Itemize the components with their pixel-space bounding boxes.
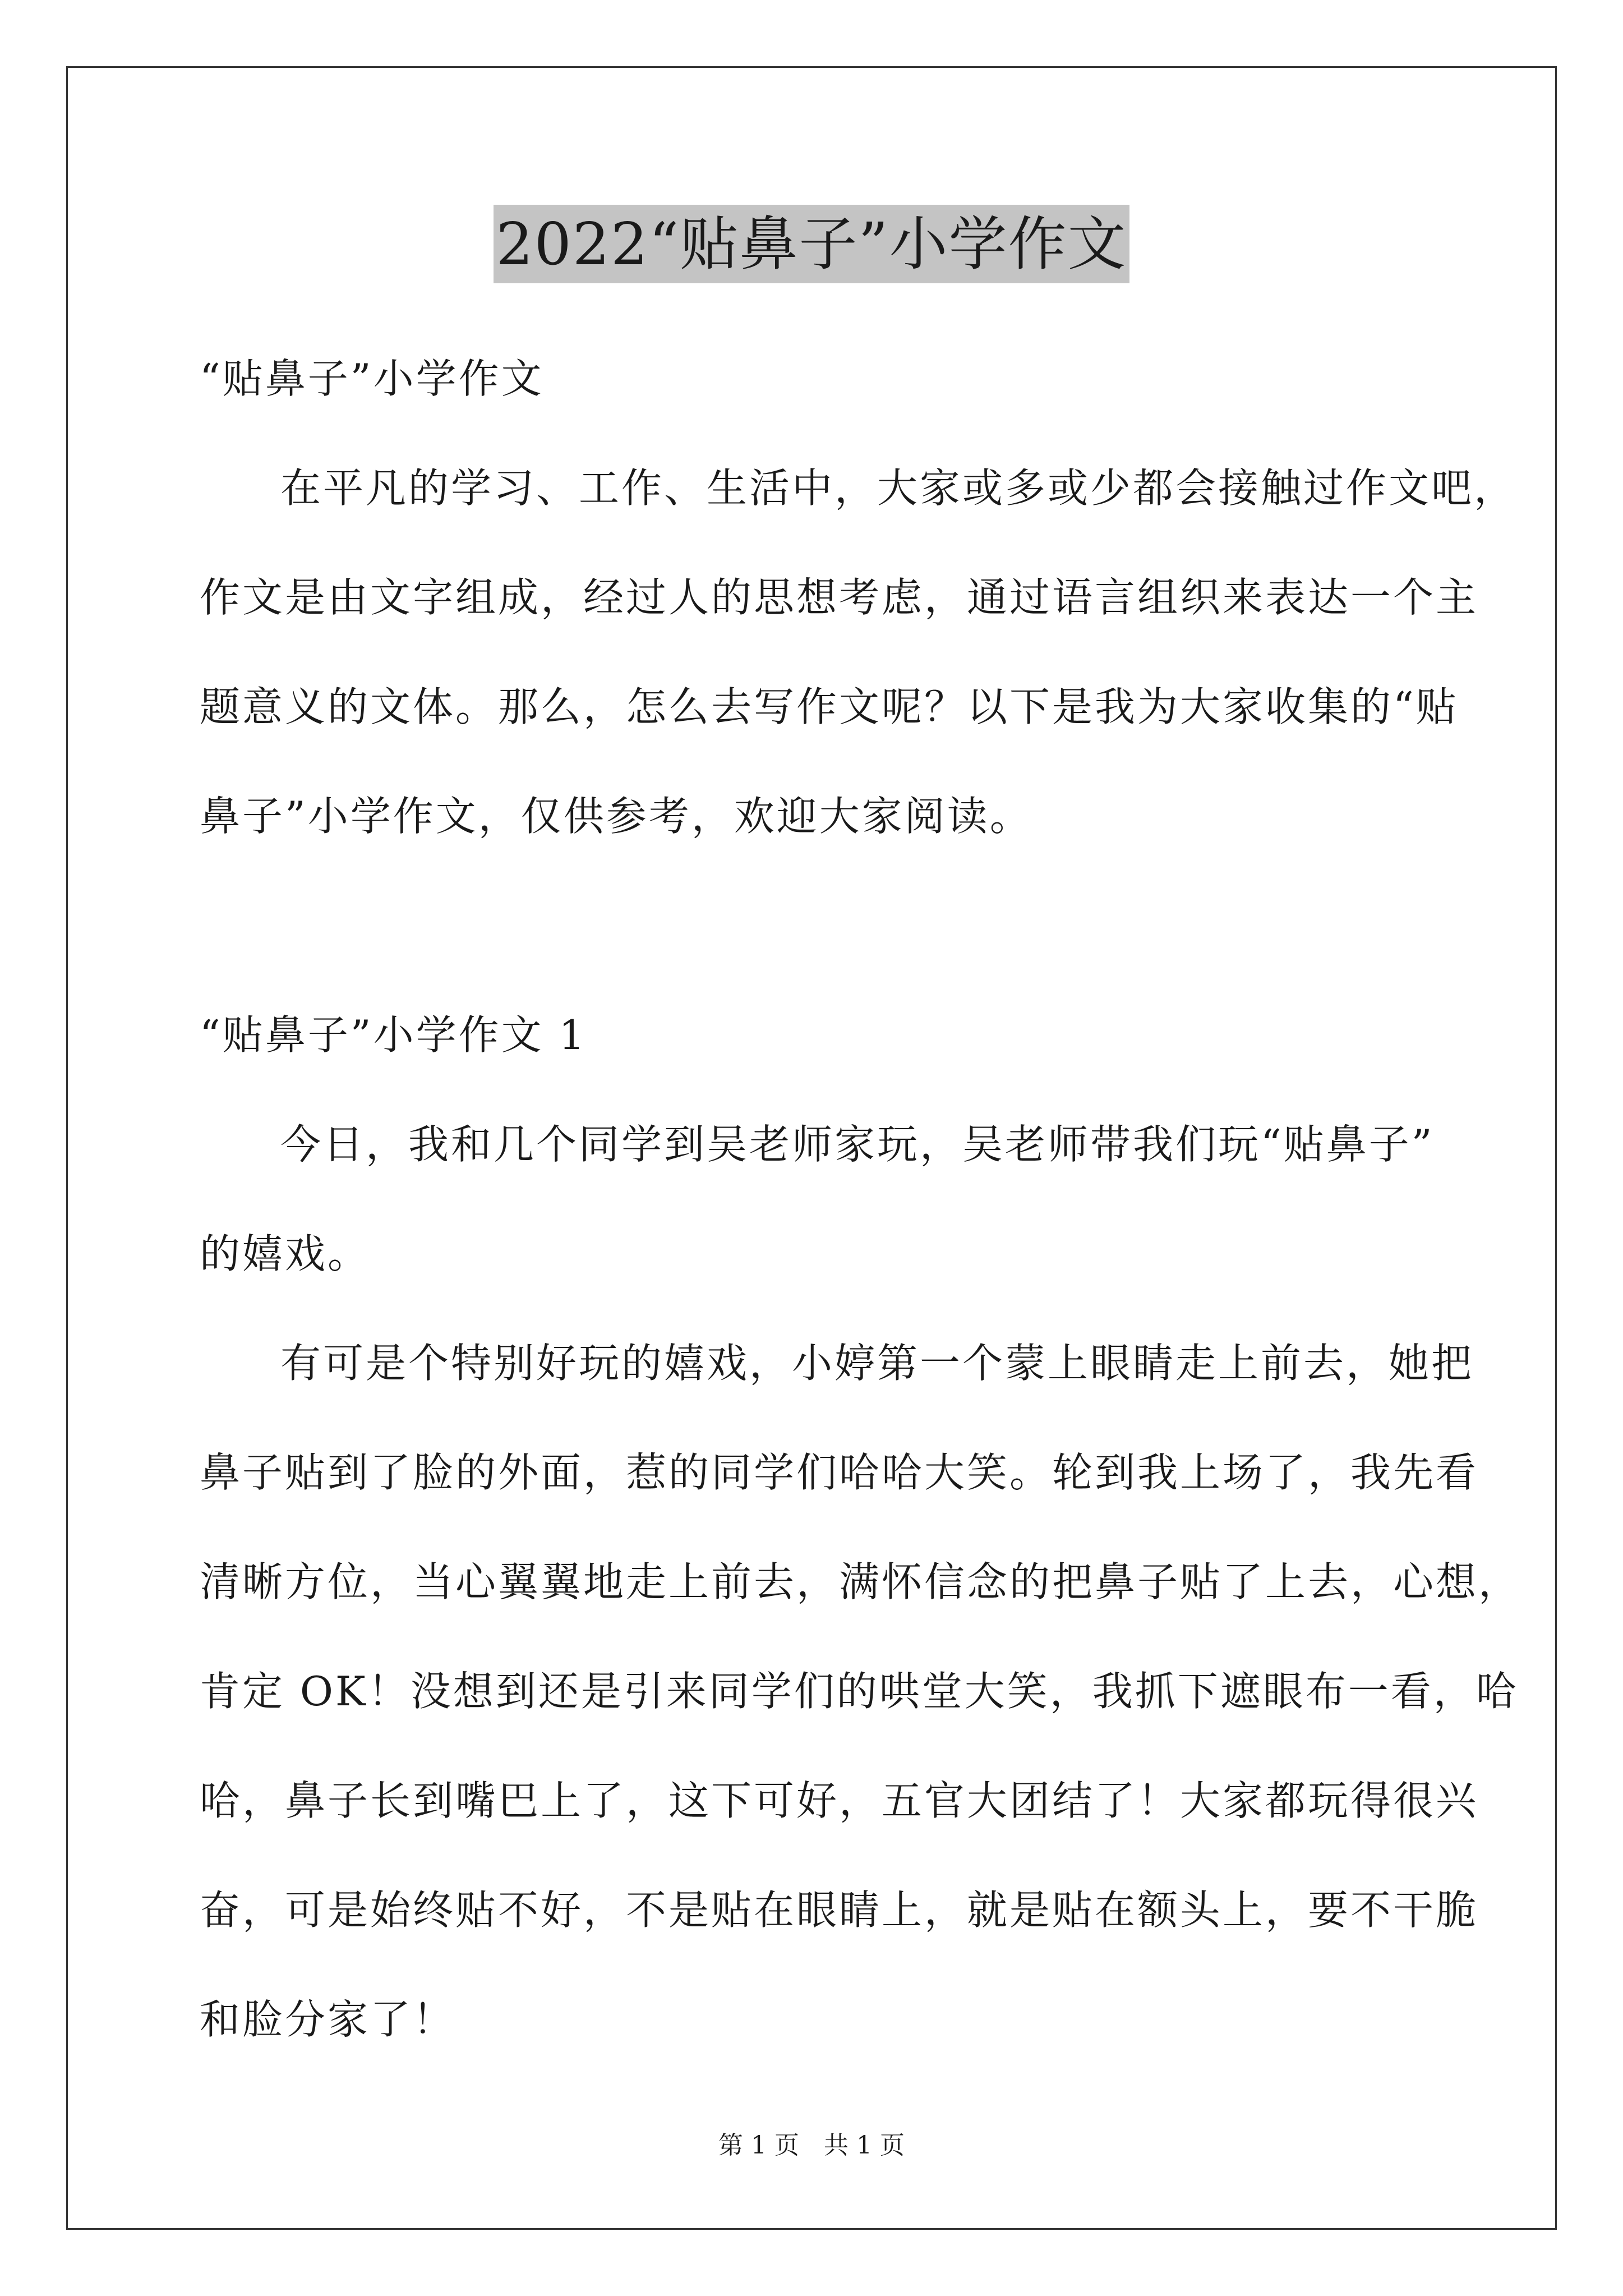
paragraph-line: 和脸分家了！ <box>200 1996 456 2043</box>
intro-line: 题意义的文体。那么，怎么去写作文呢？以下是我为大家收集的“贴 <box>200 683 1459 730</box>
paragraph-line: 肯定 OK！没想到还是引来同学们的哄堂大笑，我抓下遮眼布一看，哈 <box>200 1668 1519 1715</box>
document-title: 2022“贴鼻子”小学作文 <box>494 205 1129 283</box>
paragraph-line: 鼻子贴到了脸的外面，惹的同学们哈哈大笑。轮到我上场了，我先看 <box>200 1449 1479 1496</box>
subtitle: “贴鼻子”小学作文 <box>200 355 544 402</box>
page-footer: 第 1 页 共 1 页 <box>718 2131 905 2160</box>
paragraph-line: 的嬉戏。 <box>200 1230 371 1277</box>
paragraph-line: 奋，可是始终贴不好，不是贴在眼睛上，就是贴在额头上，要不干脆 <box>200 1887 1479 1934</box>
paragraph-line: 清晰方位，当心翼翼地走上前去，满怀信念的把鼻子贴了上去，心想， <box>200 1558 1521 1605</box>
intro-line: 在平凡的学习、工作、生活中，大家或多或少都会接触过作文吧， <box>280 464 1517 512</box>
title-container <box>0 205 1623 283</box>
paragraph-line: 今日，我和几个同学到吴老师家玩，吴老师带我们玩“贴鼻子” <box>280 1121 1435 1168</box>
paragraph-line: 有可是个特别好玩的嬉戏，小婷第一个蒙上眼睛走上前去，她把 <box>280 1340 1474 1387</box>
paragraph-line: 哈，鼻子长到嘴巴上了，这下可好，五官大团结了！大家都玩得很兴 <box>200 1777 1479 1824</box>
intro-line: 作文是由文字组成，经过人的思想考虑，通过语言组织来表达一个主 <box>200 574 1479 621</box>
intro-line: 鼻子”小学作文，仅供参考，欢迎大家阅读。 <box>200 793 1032 840</box>
section-heading: “贴鼻子”小学作文 1 <box>200 1011 587 1059</box>
